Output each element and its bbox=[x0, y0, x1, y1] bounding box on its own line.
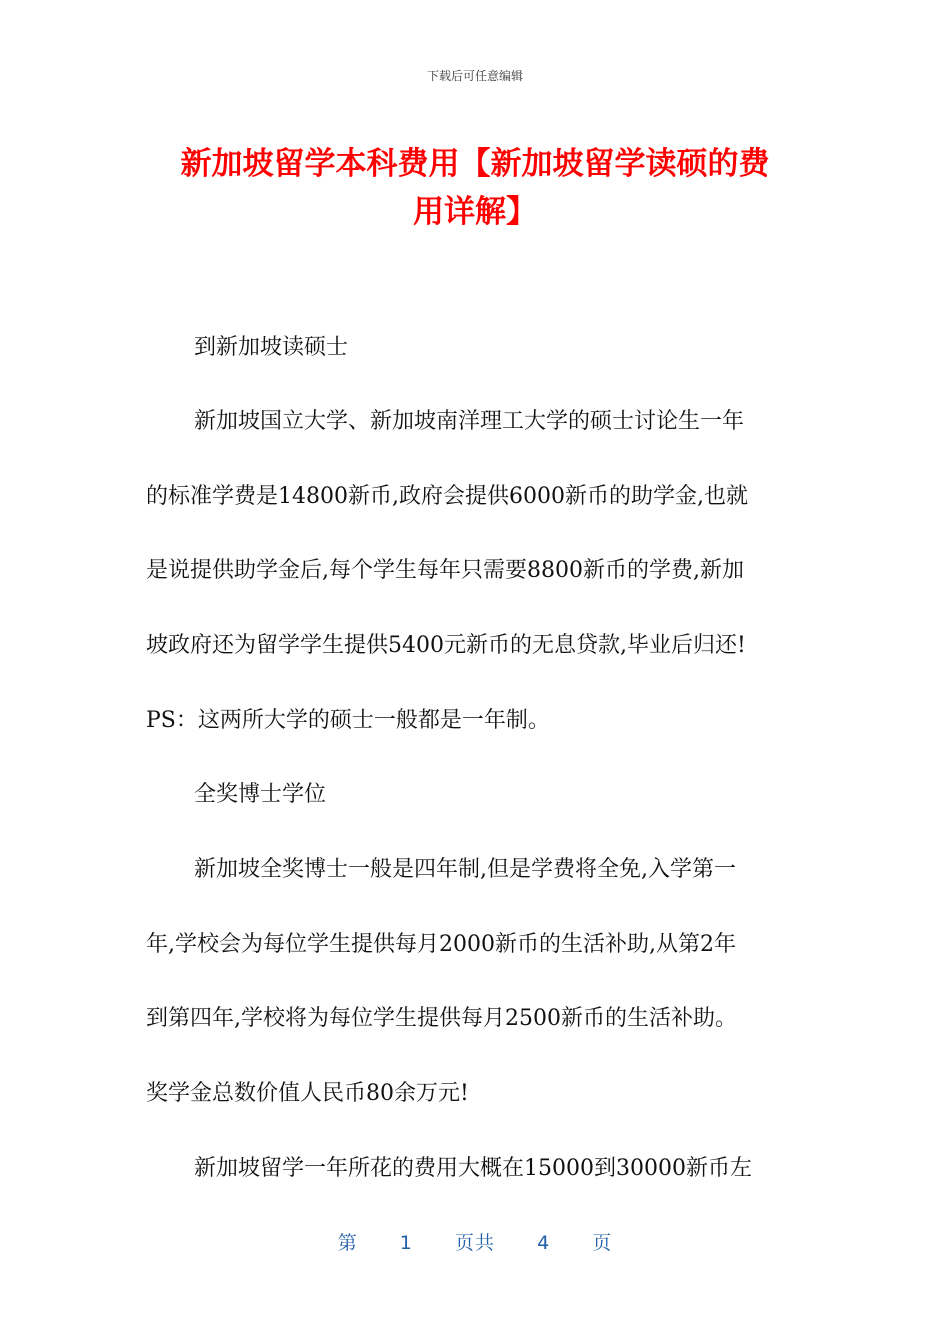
paragraph-line: 的标准学费是14800新币,政府会提供6000新币的助学金,也就 bbox=[146, 484, 748, 509]
paragraph-line: 年,学校会为每位学生提供每月2000新币的生活补助,从第2年 bbox=[146, 932, 736, 957]
paragraph-line: 新加坡留学一年所花的费用大概在15000到30000新币左 bbox=[194, 1156, 752, 1181]
footer-middle: 页共 bbox=[454, 1232, 495, 1254]
header-note: 下载后可任意编辑 bbox=[426, 69, 523, 83]
footer-suffix: 页 bbox=[592, 1232, 613, 1254]
paragraph-line: 新加坡全奖博士一般是四年制,但是学费将全免,入学第一 bbox=[194, 857, 736, 882]
footer-page-number: 1 bbox=[399, 1232, 413, 1254]
footer-total-pages: 4 bbox=[537, 1232, 551, 1254]
paragraph-line: 到第四年,学校将为每位学生提供每月2500新币的生活补助。 bbox=[146, 1006, 737, 1031]
heading-masters: 到新加坡读硕士 bbox=[194, 335, 349, 360]
paragraph-line: 是说提供助学金后,每个学生每年只需要8800新币的学费,新加 bbox=[146, 558, 744, 583]
document-title bbox=[150, 140, 800, 236]
page-footer bbox=[0, 1228, 950, 1255]
paragraph-line: 坡政府还为留学学生提供5400元新币的无息贷款,毕业后归还! bbox=[146, 633, 746, 658]
footer-prefix: 第 bbox=[337, 1232, 358, 1254]
paragraph-line: 奖学金总数价值人民币80余万元! bbox=[146, 1081, 469, 1106]
paragraph-line: 新加坡国立大学、新加坡南洋理工大学的硕士讨论生一年 bbox=[194, 409, 745, 434]
title-line-1: 新加坡留学本科费用【新加坡留学读硕的费 bbox=[180, 146, 770, 182]
heading-phd: 全奖博士学位 bbox=[194, 782, 327, 807]
paragraph-line: PS：这两所大学的硕士一般都是一年制。 bbox=[146, 708, 550, 733]
title-line-2: 用详解】 bbox=[413, 194, 537, 230]
